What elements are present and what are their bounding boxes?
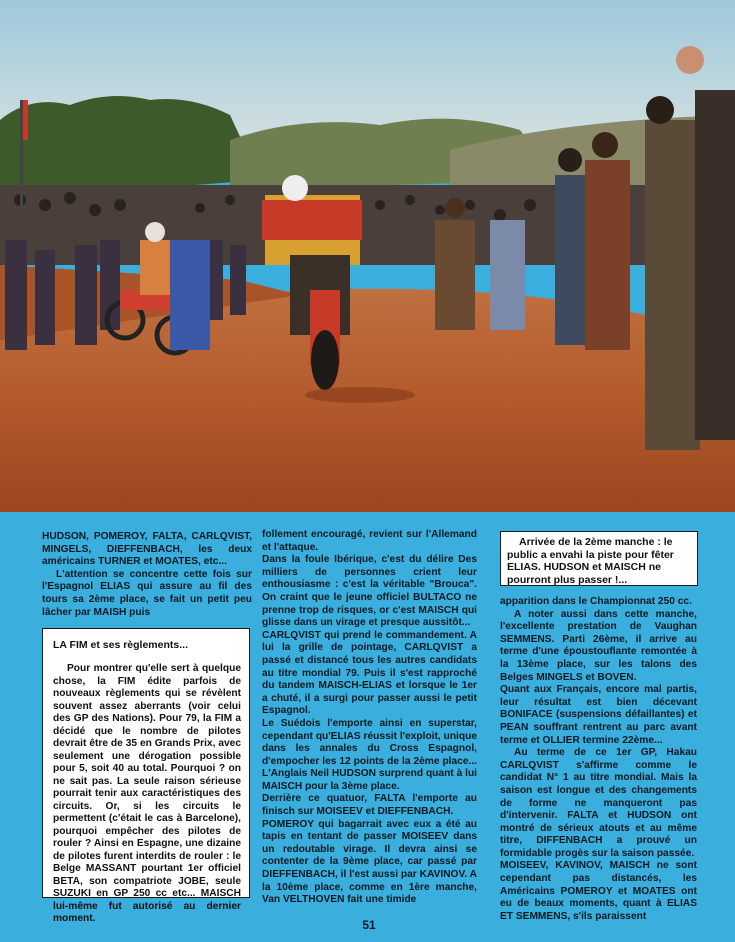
column-3 [500,596,697,923]
col1-paragraph-1: HUDSON, POMEROY, FALTA, CARLQVIST, MINGELS, DIEFFENBACH, les deux américains TURNER et MOATES, etc... [42,531,252,568]
col3-paragraph-1: apparition dans le Championnat 250 cc. [500,596,692,607]
fim-box-title: LA FIM et ses règlements... [53,639,188,651]
fim-box-body [53,663,241,926]
col2-paragraph-1: follement encouragé, revient sur l'Allemand et l'attaque. [262,529,477,553]
col2-paragraph-2: Dans la foule Ibérique, c'est du délire Des milliers de personnes crient leur enthousiasme : c'est la véritable "Brouca". On craint que le jeune officiel BULTACO ne prenne trop de risques, or c'est MAISCH qui glisse dans un virage et presque aussitôt... [262,554,477,629]
column-2 [262,529,477,907]
col3-paragraph-5: MOISEEV, KAVINOV, MAISCH ne sont cependant pas distancés, les Américains POMEROY et MOATES ont eu de beaux moments, quant à ELIAS ET SEMMENS, s'ils paraissent [500,860,697,922]
col3-paragraph-3: Quant aux Français, encore mal partis, leur résultat est bien décevant BONIFACE (suspensions défaillantes) et PEAN souffrant rentrent au parc avant terme et OLLIER termine 22ème... [500,684,697,746]
col2-paragraph-3: CARLQVIST qui prend le commandement. A lui la grille de pointage, CARLQVIST a passé et distancé tous les autres candidats au titre mondial 79. Puis il s'est rapproché du tandem MAISCH-ELIAS et lorsque le 1er a chuté, il a surgi pour passer aussi le petit Espagnol. [262,629,477,717]
fim-rules-box [42,628,250,924]
photo-caption-box [500,531,698,586]
fim-box-text: Pour montrer qu'elle sert à quelque chose, la FIM édite parfois de nouveaux règlements qui se révèlent souvent assez aberrants (voir celui des GP des Nations). Pour 79, la FIM a décidé que le nombre de pilotes devrait être de 35 en Grands Prix, avec seulement une dérogation possible pour 5, soit 40 au total. Pourquoi ? on ne sait pas. La seule raison sérieuse pourrait tenir aux caractéristiques des circuits. Or, si les circuits le permettent (c'était le cas à Barcelone), pourquoi empêcher des pilotes de rouler ? Ainsi en Espagne, une dizaine de pilotes furent interdits de rouler : le Belge MASSANT pourtant 1er officiel BETA, son compatriote JOBE, seule SUZUKI en GP 250 cc etc... MAISCH lui-même fut autorisé au dernier moment. [53,663,241,924]
trees-left [0,96,260,200]
col2-paragraph-4: Le Suédois l'emporte ainsi en superstar, cependant qu'ELIAS réussit l'exploit, unique dans les annales du Cross Espagnol, d'empocher les 12 points de la 2ème place... L'Anglais Neil HUDSON surprend quant à lui MAISCH pour la 3ème place. [262,717,477,792]
col3-paragraph-2: A noter aussi dans cette manche, l'excellente prestation de Vaughan SEMMENS. Parti 26ème, il arrive au terme d'une époustouflante remontée à la 13ème place, sur les talons des Belges MINGELS et BOVEN. [500,608,697,683]
col2-paragraph-5: Derrière ce quatuor, FALTA l'emporte au finisch sur MOISEEV et DIEFFENBACH. [262,793,477,818]
photo-caption: Arrivée de la 2ème manche : le public a envahi la piste pour fêter ELIAS. HUDSON et MAISCH ne pourront plus passer !... [507,536,674,586]
col1-paragraph-2: L'attention se concentre cette fois sur l'Espagnol ELIAS qui assure au fil des tours sa 2ème place, se fait un petit peu lâcher par MAISH puis [42,568,252,618]
page-number: 51 [362,918,376,932]
column-1 [42,531,252,619]
col3-paragraph-4: Au terme de ce 1er GP, Hakau CARLQVIST s'affirme comme le candidat N° 1 au titre mondial. Mais la saison est longue et des changements de forme ne manqueront pas d'intervenir. FALTA et HUDSON ont montré de sérieux atouts et au même titre, DIFFENBACH a prouvé un formidable progès sur la saison passée. [500,747,697,859]
col2-paragraph-6: POMEROY qui bagarrait avec eux a été au tapis en tentant de passer MOISEEV dans un redoutable virage. Il devra ainsi se contenter de la 9ème place, car passé par DIEFFENBACH, il l'est aussi par KAVINOV. A la 10ème place, comme en 1ère manche, Van VELTHOVEN fait une timide [262,818,477,906]
